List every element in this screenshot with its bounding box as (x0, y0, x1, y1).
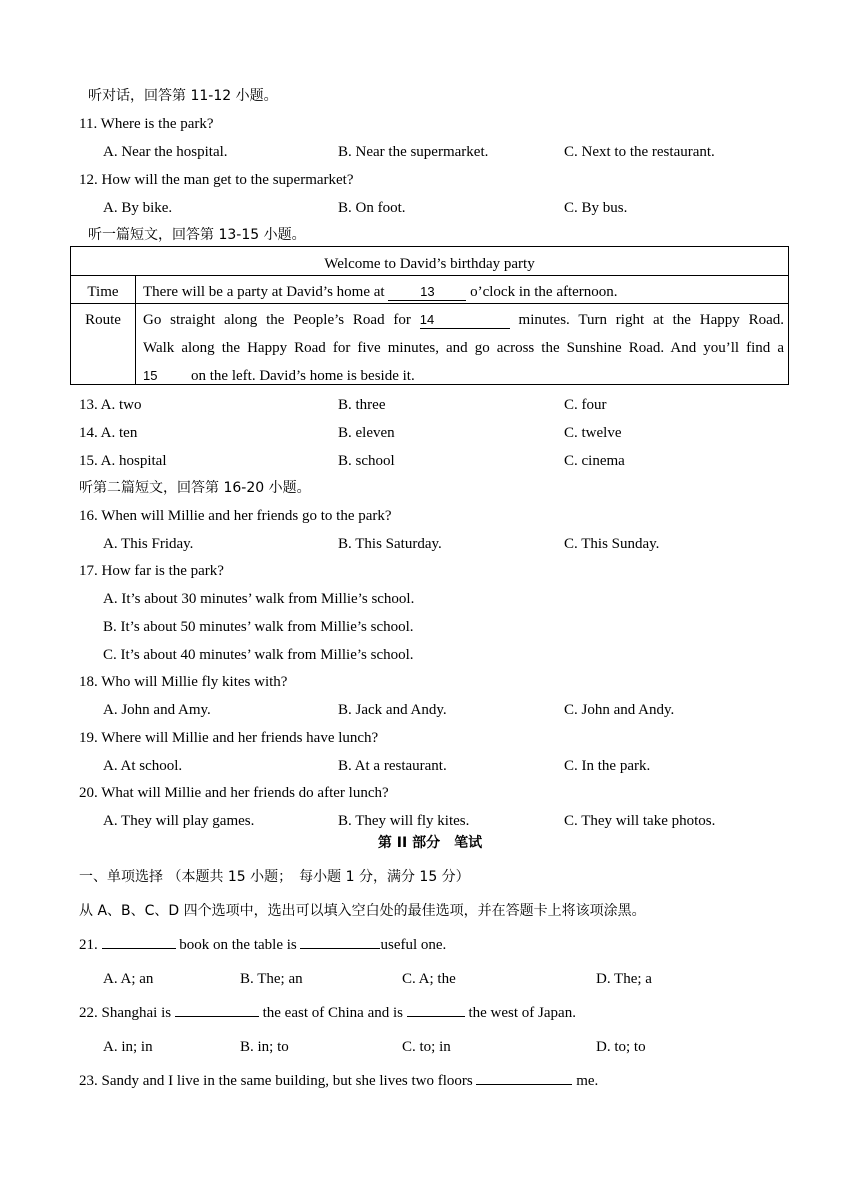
q14-option-a: 14. A. ten (79, 425, 138, 441)
q21-option-d: D. The; a (596, 971, 652, 987)
q21-stem-c: useful one. (380, 937, 447, 953)
q21-option-c: C. A; the (402, 971, 456, 987)
q12-stem: 12. How will the man get to the supermarket? (79, 172, 354, 188)
q22-stem-a: 22. Shanghai is (79, 1005, 175, 1021)
blank-14: 14 (420, 312, 510, 329)
table-time-label: Time (87, 284, 119, 300)
table-row-divider-2 (71, 303, 788, 304)
q21-blank-1 (102, 948, 176, 949)
section-intro-passage-two: 听第二篇短文，回答第 16-20 小题。 (79, 480, 311, 496)
time-text-after: o’clock in the afternoon. (466, 284, 618, 300)
q12-option-b: B. On foot. (338, 200, 406, 216)
blank-15: 15 (143, 368, 191, 385)
q23-stem-a: 23. Sandy and I live in the same building, but she lives two floors (79, 1073, 477, 1089)
q23-stem-b: me. (572, 1073, 599, 1089)
table-row-divider-1 (71, 275, 788, 276)
q22-option-c: C. to; in (402, 1039, 451, 1055)
q22-blank-1 (175, 1016, 259, 1017)
part-two-title: 第 II 部分 笔试 (377, 835, 483, 851)
q19-option-c: C. In the park. (564, 758, 651, 774)
q11-option-b: B. Near the supermarket. (338, 144, 489, 160)
q13-option-b: B. three (338, 397, 386, 413)
q15-option-a: 15. A. hospital (79, 453, 167, 469)
route-line1-before: Go straight along the People’s Road for (143, 312, 420, 328)
q11-stem: 11. Where is the park? (79, 116, 214, 132)
q22-stem-b: the east of China and is (258, 1005, 407, 1021)
route-line-2: Walk along the Happy Road for five minutes, and go across the Sunshine Road. And you’ll find a (143, 340, 784, 356)
q21-stem-b: book on the table is (175, 937, 301, 953)
birthday-party-table (70, 246, 789, 385)
q18-stem: 18. Who will Millie fly kites with? (79, 674, 288, 690)
q12-option-a: A. By bike. (103, 200, 173, 216)
q15-option-c: C. cinema (564, 453, 625, 469)
q17-stem: 17. How far is the park? (79, 563, 224, 579)
q13-option-c: C. four (564, 397, 607, 413)
section-intro-passage-one: 听一篇短文，回答第 13-15 小题。 (88, 227, 306, 243)
q15-option-b: B. school (338, 453, 395, 469)
q20-option-c: C. They will take photos. (564, 813, 716, 829)
q17-option-a: A. It’s about 30 minutes’ walk from Millie’s school. (103, 591, 415, 607)
q14-option-c: C. twelve (564, 425, 622, 441)
route-line3-after: on the left. David’s home is beside it. (191, 368, 415, 384)
q12-option-c: C. By bus. (564, 200, 628, 216)
q16-stem: 16. When will Millie and her friends go to the park? (79, 508, 392, 524)
q13-option-a: 13. A. two (79, 397, 142, 413)
q22-option-a: A. in; in (103, 1039, 153, 1055)
q16-option-b: B. This Saturday. (338, 536, 442, 552)
q21-stem-a: 21. (79, 937, 102, 953)
q16-option-a: A. This Friday. (103, 536, 194, 552)
q20-option-a: A. They will play games. (103, 813, 255, 829)
q18-option-a: A. John and Amy. (103, 702, 211, 718)
q22-stem-c: the west of Japan. (464, 1005, 576, 1021)
route-line-3 (143, 367, 784, 385)
q19-option-a: A. At school. (103, 758, 183, 774)
q18-option-c: C. John and Andy. (564, 702, 675, 718)
table-route-label: Route (85, 312, 121, 328)
q16-option-c: C. This Sunday. (564, 536, 660, 552)
q22-blank-2 (407, 1016, 465, 1017)
route-line1-after: minutes. Turn right at the Happy Road. (509, 312, 784, 328)
q23-blank (476, 1084, 572, 1085)
table-time-text (143, 283, 618, 301)
q22-option-d: D. to; to (596, 1039, 646, 1055)
time-text-before: There will be a party at David’s home at (143, 284, 389, 300)
q21-blank-2 (300, 948, 380, 949)
q22-option-b: B. in; to (240, 1039, 289, 1055)
q20-option-b: B. They will fly kites. (338, 813, 470, 829)
q11-option-a: A. Near the hospital. (103, 144, 228, 160)
q20-stem: 20. What will Millie and her friends do after lunch? (79, 785, 389, 801)
q14-option-b: B. eleven (338, 425, 395, 441)
section-single-choice: 一、单项选择 （本题共 15 小题； 每小题 1 分，满分 15 分） (79, 869, 470, 885)
blank-13: 13 (388, 284, 466, 301)
q21-stem (79, 936, 446, 954)
table-route-text (143, 311, 784, 385)
q23-stem (79, 1072, 598, 1090)
q17-option-c: C. It’s about 40 minutes’ walk from Millie’s school. (103, 647, 414, 663)
q21-option-b: B. The; an (240, 971, 303, 987)
q19-stem: 19. Where will Millie and her friends have lunch? (79, 730, 379, 746)
q21-option-a: A. A; an (103, 971, 154, 987)
table-column-divider (135, 275, 136, 384)
q18-option-b: B. Jack and Andy. (338, 702, 447, 718)
table-title: Welcome to David’s birthday party (324, 256, 535, 272)
instructions: 从 A、B、C、D 四个选项中，选出可以填入空白处的最佳选项，并在答题卡上将该项涂黑。 (79, 903, 646, 919)
q22-stem (79, 1004, 576, 1022)
q17-option-b: B. It’s about 50 minutes’ walk from Millie’s school. (103, 619, 414, 635)
q19-option-b: B. At a restaurant. (338, 758, 447, 774)
route-line-1 (143, 311, 784, 339)
section-intro-listening-dialogue: 听对话，回答第 11-12 小题。 (88, 88, 278, 104)
q11-option-c: C. Next to the restaurant. (564, 144, 715, 160)
